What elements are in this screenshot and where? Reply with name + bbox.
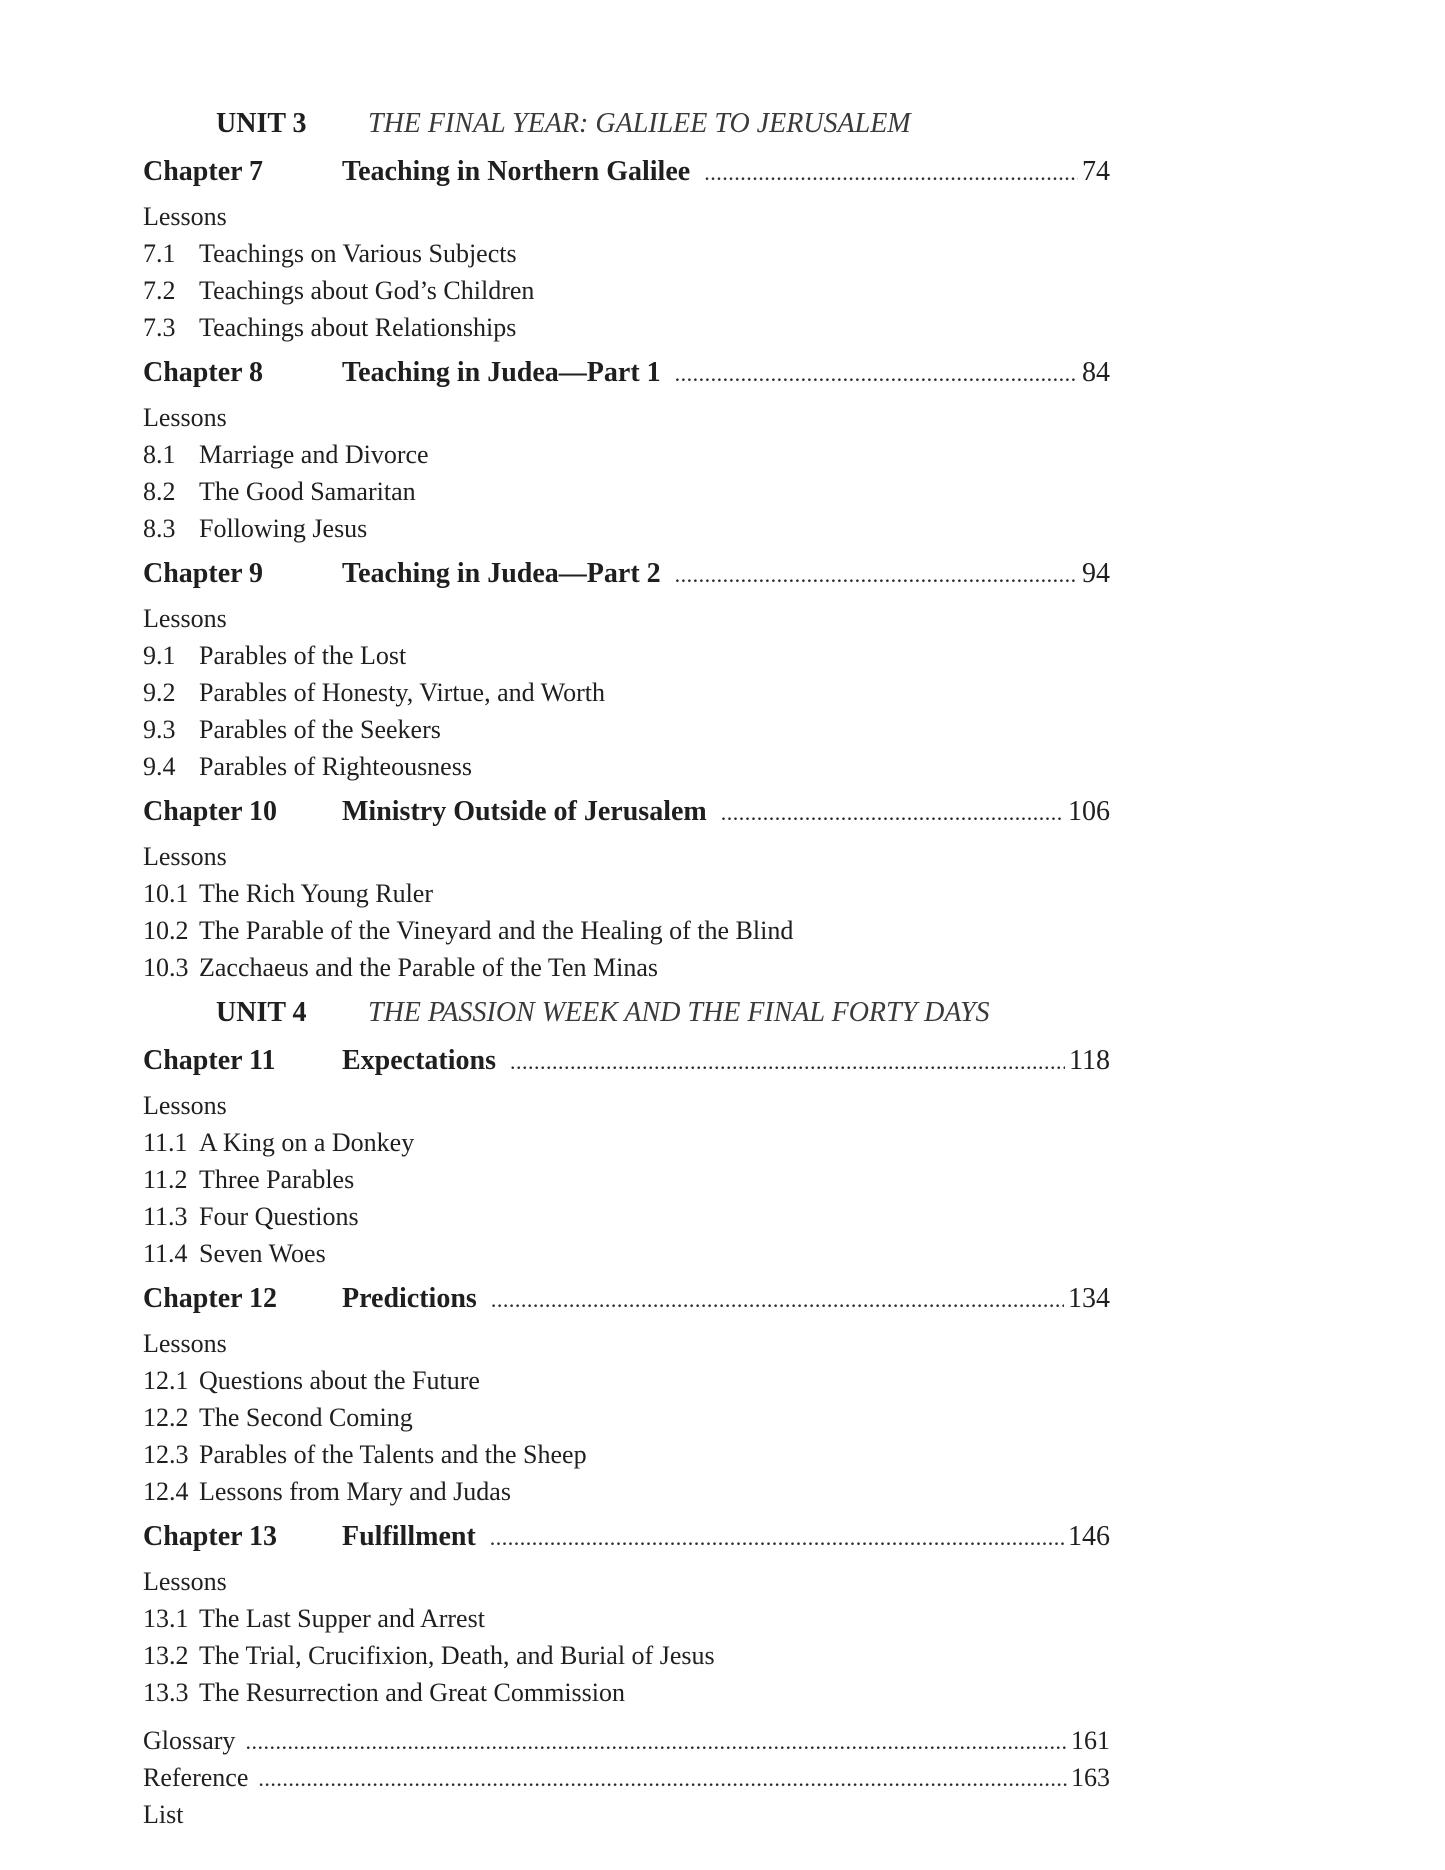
lesson-item — [143, 1235, 1110, 1272]
dot-leader — [491, 1287, 1064, 1313]
lesson-number: 10.2 — [143, 916, 189, 945]
lesson-number: 12.2 — [143, 1403, 189, 1432]
lesson-title: Parables of the Lost — [199, 641, 407, 670]
chapter-title: Fulfillment — [342, 1521, 476, 1552]
dot-leader — [704, 160, 1078, 186]
page-number: 163 — [1071, 1763, 1110, 1792]
lesson-number: 7.2 — [143, 276, 176, 305]
chapter-entry — [143, 558, 1110, 785]
lesson-number: 8.3 — [143, 514, 176, 543]
reference-list-title: Reference List — [143, 1763, 249, 1829]
lesson-item — [143, 309, 1110, 346]
lesson-title: Marriage and Divorce — [199, 440, 429, 469]
lesson-item — [143, 510, 1110, 547]
lesson-title: Parables of the Talents and the Sheep — [199, 1440, 587, 1469]
page-number: 74 — [1082, 156, 1110, 187]
table-of-contents — [143, 108, 1110, 1829]
lesson-title: The Good Samaritan — [199, 477, 416, 506]
chapter-heading[interactable] — [143, 1521, 1110, 1563]
lesson-title: The Rich Young Ruler — [199, 879, 433, 908]
chapter-heading[interactable] — [143, 357, 1110, 399]
chapter-title: Teaching in Judea—Part 1 — [342, 357, 661, 388]
glossary-entry[interactable] — [143, 1722, 1110, 1759]
lessons-label: Lessons — [143, 1567, 227, 1596]
lesson-number: 9.1 — [143, 641, 176, 670]
chapter-heading[interactable] — [143, 1045, 1110, 1087]
lesson-item — [143, 748, 1110, 785]
dot-leader — [510, 1049, 1065, 1075]
lesson-item — [143, 637, 1110, 674]
chapter-label: Chapter 13 — [143, 1521, 278, 1552]
lessons-label: Lessons — [143, 202, 227, 231]
lesson-title: The Trial, Crucifixion, Death, and Burial of Jesus — [199, 1641, 715, 1670]
chapter-heading[interactable] — [143, 558, 1110, 600]
dot-leader — [245, 1723, 1067, 1760]
lesson-item — [143, 1637, 1110, 1674]
lesson-title: Parables of Righteousness — [199, 752, 472, 781]
unit-title: THE PASSION WEEK AND THE FINAL FORTY DAYS — [368, 997, 990, 1028]
lesson-item — [143, 912, 1110, 949]
lesson-item — [143, 1436, 1110, 1473]
chapter-heading[interactable] — [143, 796, 1110, 838]
glossary-title: Glossary — [143, 1726, 236, 1755]
lesson-item — [143, 1600, 1110, 1637]
lesson-number: 8.1 — [143, 440, 176, 469]
chapter-title: Ministry Outside of Jerusalem — [342, 796, 707, 827]
chapter-title: Predictions — [342, 1283, 477, 1314]
lesson-number: 12.3 — [143, 1440, 189, 1469]
chapter-label: Chapter 11 — [143, 1045, 276, 1076]
lesson-item — [143, 1473, 1110, 1510]
lesson-item — [143, 1161, 1110, 1198]
chapter-entry — [143, 796, 1110, 986]
dot-leader — [675, 361, 1078, 387]
lessons-label: Lessons — [143, 1091, 227, 1120]
lesson-title: The Resurrection and Great Commission — [199, 1678, 626, 1707]
chapter-entry — [143, 1521, 1110, 1711]
lessons-label: Lessons — [143, 842, 227, 871]
lesson-number: 13.1 — [143, 1604, 189, 1633]
lesson-title: Zacchaeus and the Parable of the Ten Minas — [199, 953, 659, 982]
lesson-item — [143, 875, 1110, 912]
chapter-entry — [143, 1283, 1110, 1510]
lesson-number: 12.4 — [143, 1477, 189, 1506]
lesson-item — [143, 272, 1110, 309]
lesson-item — [143, 235, 1110, 272]
lesson-title: Following Jesus — [199, 514, 368, 543]
lesson-number: 7.3 — [143, 313, 176, 342]
lesson-title: Three Parables — [199, 1165, 355, 1194]
page-number: 106 — [1068, 796, 1110, 827]
lessons-label: Lessons — [143, 1329, 227, 1358]
chapter-label: Chapter 10 — [143, 796, 278, 827]
lesson-item — [143, 711, 1110, 748]
lesson-title: Questions about the Future — [199, 1366, 480, 1395]
lesson-title: The Parable of the Vineyard and the Healing of the Blind — [199, 916, 794, 945]
lessons-label: Lessons — [143, 403, 227, 432]
lesson-title: The Second Coming — [199, 1403, 413, 1432]
lesson-number: 11.1 — [143, 1128, 188, 1157]
lesson-number: 11.4 — [143, 1239, 188, 1268]
chapter-label: Chapter 9 — [143, 558, 264, 589]
chapter-label: Chapter 12 — [143, 1283, 278, 1314]
lesson-item — [143, 1198, 1110, 1235]
lesson-item — [143, 436, 1110, 473]
lesson-title: Teachings on Various Subjects — [199, 239, 517, 268]
page-number: 118 — [1069, 1045, 1110, 1076]
page-number: 134 — [1068, 1283, 1110, 1314]
unit-number: UNIT 4 — [216, 997, 307, 1028]
lesson-item — [143, 473, 1110, 510]
lesson-number: 13.2 — [143, 1641, 189, 1670]
dot-leader — [721, 800, 1064, 826]
chapter-entry — [143, 156, 1110, 346]
lesson-item — [143, 949, 1110, 986]
chapter-title: Expectations — [342, 1045, 496, 1076]
lesson-number: 7.1 — [143, 239, 176, 268]
chapter-heading[interactable] — [143, 1283, 1110, 1325]
lesson-title: Teachings about God’s Children — [199, 276, 535, 305]
page-number: 84 — [1082, 357, 1110, 388]
chapter-title: Teaching in Judea—Part 2 — [342, 558, 661, 589]
chapter-heading[interactable] — [143, 156, 1110, 198]
lesson-title: Lessons from Mary and Judas — [199, 1477, 511, 1506]
lesson-title: Teachings about Relationships — [199, 313, 517, 342]
lesson-title: Seven Woes — [199, 1239, 326, 1268]
lesson-number: 11.2 — [143, 1165, 188, 1194]
lessons-label: Lessons — [143, 604, 227, 633]
lesson-title: Parables of Honesty, Virtue, and Worth — [199, 678, 606, 707]
lesson-item — [143, 1399, 1110, 1436]
page-number: 146 — [1068, 1521, 1110, 1552]
lesson-item — [143, 1362, 1110, 1399]
page-number: 94 — [1082, 558, 1110, 589]
unit-title: THE FINAL YEAR: GALILEE TO JERUSALEM — [368, 108, 911, 139]
lesson-number: 8.2 — [143, 477, 176, 506]
lesson-number: 10.1 — [143, 879, 189, 908]
unit-number: UNIT 3 — [216, 108, 307, 139]
lesson-number: 11.3 — [143, 1202, 188, 1231]
lesson-title: Parables of the Seekers — [199, 715, 441, 744]
lesson-title: A King on a Donkey — [199, 1128, 415, 1157]
chapter-label: Chapter 7 — [143, 156, 264, 187]
lesson-number: 9.2 — [143, 678, 176, 707]
lesson-number: 10.3 — [143, 953, 189, 982]
lesson-item — [143, 1674, 1110, 1711]
unit-heading — [143, 108, 1110, 156]
lesson-number: 12.1 — [143, 1366, 189, 1395]
chapter-entry — [143, 357, 1110, 547]
lesson-item — [143, 1124, 1110, 1161]
lesson-title: Four Questions — [199, 1202, 359, 1231]
lesson-number: 13.3 — [143, 1678, 189, 1707]
page-number: 161 — [1071, 1726, 1110, 1755]
dot-leader — [490, 1525, 1064, 1551]
chapter-entry — [143, 1045, 1110, 1272]
chapter-title: Teaching in Northern Galilee — [342, 156, 691, 187]
unit-heading — [143, 997, 1110, 1045]
chapter-label: Chapter 8 — [143, 357, 264, 388]
lesson-item — [143, 674, 1110, 711]
lesson-number: 9.3 — [143, 715, 176, 744]
reference-list-entry[interactable] — [143, 1759, 1110, 1829]
dot-leader — [258, 1760, 1067, 1797]
lesson-number: 9.4 — [143, 752, 176, 781]
lesson-title: The Last Supper and Arrest — [199, 1604, 485, 1633]
dot-leader — [675, 562, 1078, 588]
